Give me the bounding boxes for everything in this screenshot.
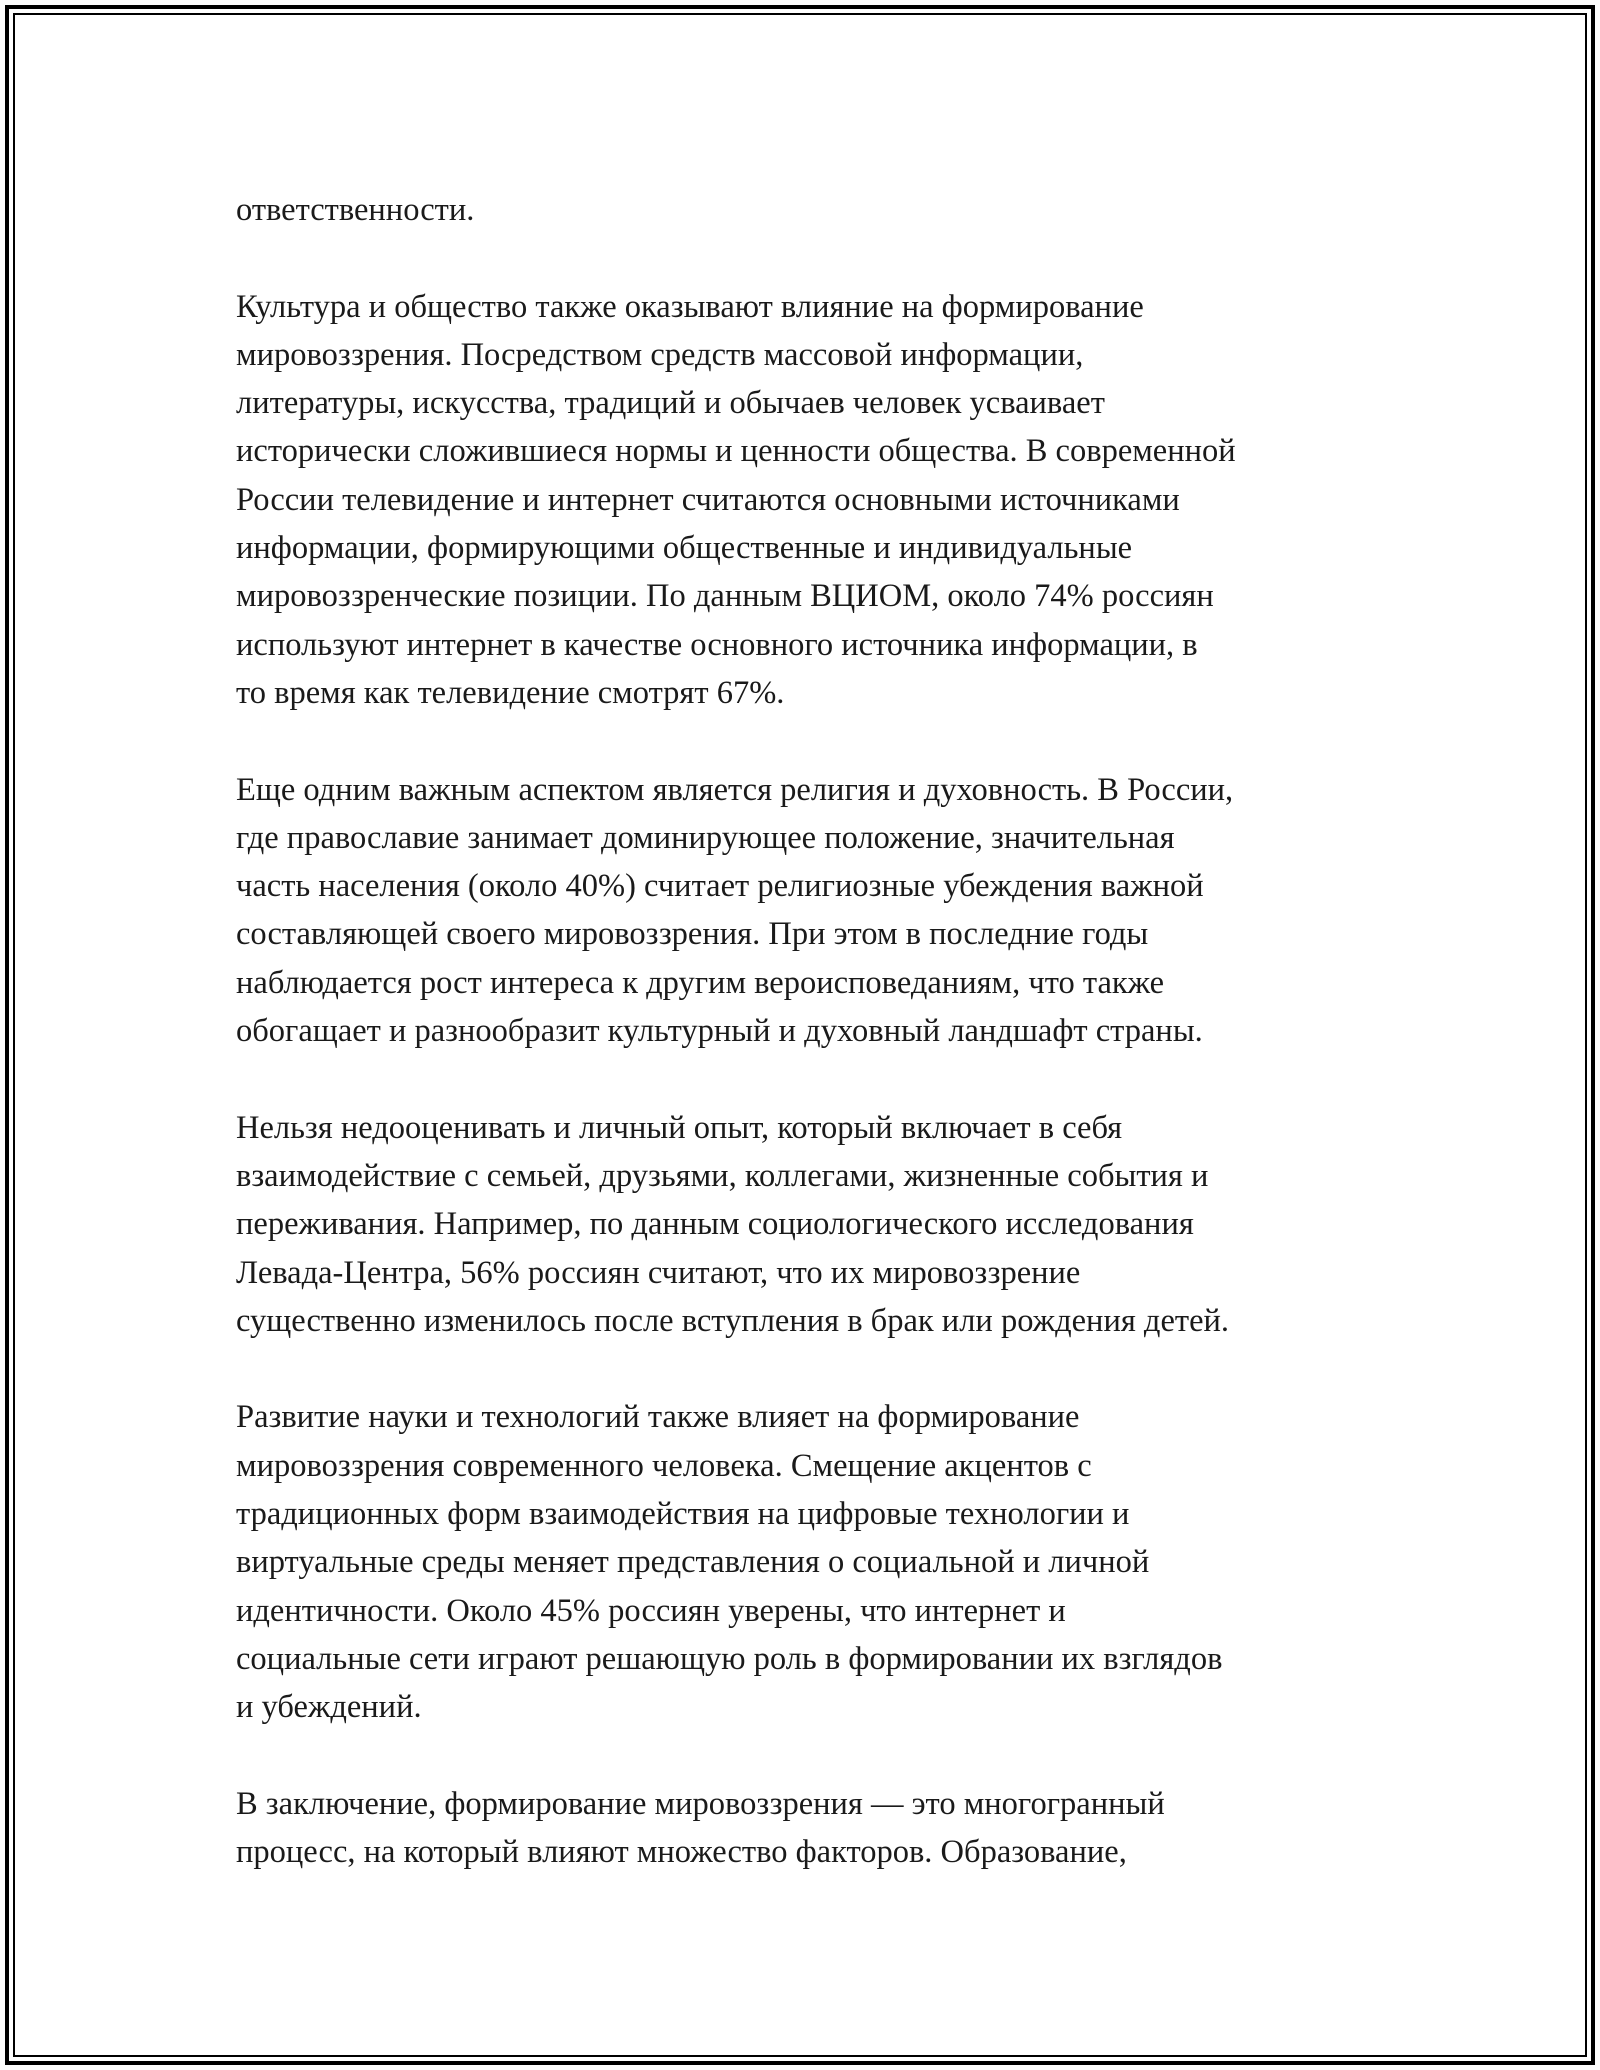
text-line: взаимодействие с семьей, друзьями, коллегами, жизненные события и [236, 1157, 1209, 1194]
paragraph [236, 186, 1401, 234]
text-line: традиционных форм взаимодействия на цифровые технологии и [236, 1496, 1130, 1533]
text-line: составляющей своего мировоззрения. При этом в последние годы [236, 916, 1149, 953]
text-line: то время как телевидение смотрят 67%. [236, 674, 785, 711]
text-line: Развитие науки и технологий также влияет на формирование [236, 1399, 1080, 1436]
text-line: В заключение, формирование мировоззрения — это многогранный [236, 1785, 1165, 1822]
text-line: Культура и общество также оказывают влияние на формирование [236, 288, 1144, 325]
text-line: социальные сети играют решающую роль в формировании их взглядов [236, 1640, 1223, 1677]
text-line: виртуальные среды меняет представления о социальной и личной [236, 1544, 1150, 1581]
text-line: Нельзя недооценивать и личный опыт, который включает в себя [236, 1109, 1123, 1146]
text-line: мировоззренческие позиции. По данным ВЦИОМ, около 74% россиян [236, 578, 1214, 615]
text-line: существенно изменилось после вступления в брак или рождения детей. [236, 1302, 1230, 1339]
text-line: Еще одним важным аспектом является религия и духовность. В России, [236, 771, 1234, 808]
text-line: обогащает и разнообразит культурный и духовный ландшафт страны. [236, 1013, 1203, 1050]
text-line: идентичности. Около 45% россиян уверены, что интернет и [236, 1592, 1066, 1629]
text-line: ответственности. [236, 192, 475, 228]
paragraph [236, 1104, 1401, 1345]
text-line: используют интернет в качестве основного источника информации, в [236, 626, 1198, 663]
text-line: наблюдается рост интереса к другим вероисповеданиям, что также [236, 964, 1165, 1001]
text-line: процесс, на который влияют множество факторов. Образование, [236, 1834, 1127, 1871]
paragraph [236, 1393, 1401, 1731]
text-line: где православие занимает доминирующее положение, значительная [236, 819, 1175, 856]
paragraph [236, 766, 1401, 1056]
paragraph [236, 283, 1401, 718]
paragraph [236, 1780, 1401, 1877]
text-line: мировоззрения. Посредством средств массовой информации, [236, 336, 1084, 373]
text-line: и убеждений. [236, 1689, 422, 1726]
text-line: России телевидение и интернет считаются основными источниками [236, 481, 1180, 518]
text-line: Левада-Центра, 56% россиян считают, что их мировоззрение [236, 1254, 1081, 1291]
text-line: литературы, искусства, традиций и обычаев человек усваивает [236, 385, 1105, 422]
text-line: часть населения (около 40%) считает религиозные убеждения важной [236, 868, 1204, 905]
text-line: исторически сложившиеся нормы и ценности общества. В современной [236, 433, 1236, 470]
text-line: информации, формирующими общественные и индивидуальные [236, 530, 1133, 567]
text-line: мировоззрения современного человека. Смещение акцентов с [236, 1447, 1092, 1484]
document-body [236, 186, 1401, 1925]
text-line: переживания. Например, по данным социологического исследования [236, 1206, 1194, 1243]
